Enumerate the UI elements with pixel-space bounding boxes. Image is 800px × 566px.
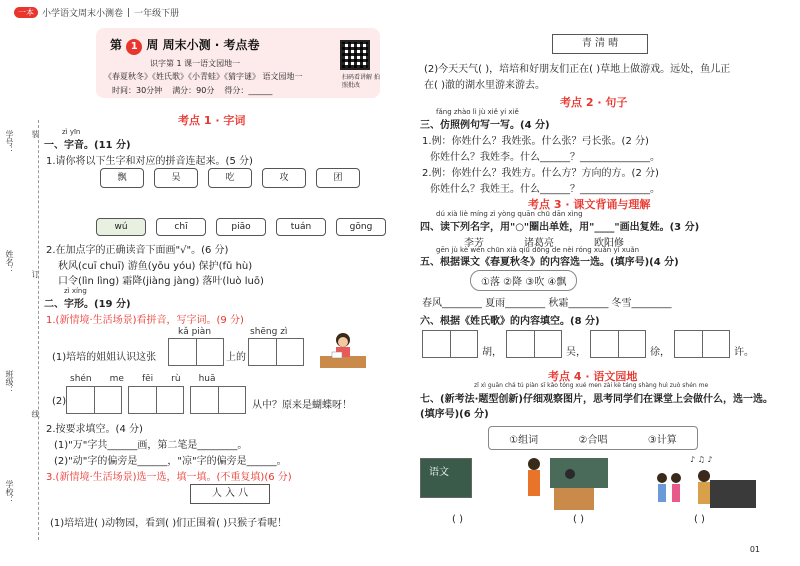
pinyin-row-2: shén me fēi rù huā — [70, 374, 216, 384]
option-item: ①组词 — [509, 434, 539, 446]
side-id-label: 学号： — [5, 130, 14, 154]
brand-tag: 一本 — [14, 7, 38, 18]
answer-blank[interactable]: ( ) — [452, 514, 463, 525]
q5-pinyin: gēn jù kè wén chūn xià qiū dōng de nèi róng xuǎn yì xuǎn — [436, 246, 640, 254]
banner-title: 第 1 周 周末小测 · 考点卷 — [110, 36, 259, 55]
option-item: ②合唱 — [578, 434, 608, 446]
writing-grid[interactable] — [506, 330, 562, 358]
q5-fill: 春风________ 夏雨________ 秋霜________ 冬雪________ — [422, 298, 672, 309]
writing-grid[interactable] — [168, 338, 224, 366]
q7-options — [488, 426, 698, 450]
q2-3a: (1)培培进( )动物园，看到( )们正围着( )只猴子看呢！ — [50, 518, 288, 529]
banner-subtitle: 识字第 1 课一语文园地一 — [150, 59, 241, 68]
q7-pinyin: zǐ xì guān chá tú piàn sī kǎo tóng xué men zài kè táng shàng huì zuò shén me — [474, 382, 709, 389]
q1-2-instruction: 2.在加点字的正确读音下面画"√"。(6 分) — [46, 245, 229, 256]
grade-label: 一年级下册 — [134, 9, 180, 19]
section-kd4: 考点 4 · 语文园地 — [548, 370, 638, 383]
char-card[interactable]: 飘 — [100, 168, 144, 188]
section-kd2: 考点 2 · 句子 — [560, 96, 628, 109]
banner-lessons: 《春夏秋冬》《姓氏歌》《小青蛙》《猜字谜》 语文园地一 — [104, 72, 303, 81]
q6-heading: 六、根据《姓氏歌》的内容填空。(8 分) — [420, 316, 600, 327]
q2-1a-text-pre: (1)培培的姐姐认识这张 — [52, 352, 157, 363]
time-limit: 时间：30分钟 — [112, 86, 163, 95]
q2-2b: (2)"动"字的偏旁是______，"凉"字的偏旁是______。 — [54, 456, 287, 467]
score-field: 得分：______ — [224, 86, 273, 95]
q2-1-instruction: 1.(新情境·生活场景)看拼音，写字词。(9 分) — [46, 315, 244, 326]
q1-2-row-b: 口令(lìn lìng) 霜降(jiàng jàng) 落叶(luò luō) — [58, 276, 264, 287]
q5-heading: 五、根据课文《春夏秋冬》的内容选一选。(填序号)(4 分) — [420, 257, 679, 268]
singing-class-illustration — [650, 450, 760, 514]
q7-heading: 七、(新考法·题型创新)仔细观察图片，思考同学们在课堂上会做什么，选一选。(填序号)(6 分) — [420, 394, 773, 420]
q3-1a: 1.例：你姓什么？我姓张。什么张？弓长张。(2 分) — [422, 136, 649, 147]
book-title: 小学语文周末小测卷 — [42, 9, 124, 19]
q4-heading: 四、读下列名字，用"○"圈出单姓，用"____"画出复姓。(3 分) — [420, 222, 700, 233]
q3-pinyin: fǎng zhào lì jù xiě yi xiě — [436, 108, 519, 116]
binding-mark-1: 装 — [31, 130, 40, 138]
q1-1-instruction: 1.请你将以下生字和对应的拼音连起来。(5 分) — [46, 156, 253, 167]
writing-grid[interactable] — [674, 330, 730, 358]
writing-grid[interactable] — [590, 330, 646, 358]
q1-pinyin: zì yīn — [62, 128, 81, 136]
word-choice-box: 人 入 八 — [190, 484, 270, 504]
q2-pinyin: zì xíng — [64, 287, 87, 295]
name-item[interactable]: 李芳 — [464, 238, 484, 249]
r-text-1: (2)今天天气( )，培培和好朋友们正在( )草地上做游戏。远处，鱼儿正 — [424, 64, 731, 75]
q3-1b: 你姓什么？我姓李。什么______？______________。 — [430, 152, 660, 163]
char-card[interactable]: 攻 — [262, 168, 306, 188]
pinyin-card[interactable]: tuán — [276, 218, 326, 236]
side-class-label: 班级： — [5, 370, 14, 394]
word-choice-box-2: 青 清 晴 — [552, 34, 648, 54]
writing-grid[interactable] — [66, 386, 122, 414]
q2-1b-text-pre: (2) — [52, 396, 67, 407]
teacher-math-illustration — [520, 452, 610, 512]
page-number: 01 — [749, 545, 760, 554]
q2-3-instruction: 3.(新情境·生活场景)选一选，填一填。(不重复填)(6 分) — [46, 472, 292, 483]
answer-blank[interactable]: ( ) — [693, 514, 705, 525]
binding-mark-3: 线 — [31, 410, 40, 418]
qr-caption: 扫码看讲解 拍照批改 — [342, 74, 380, 89]
q1-2-row-a: 秋风(cuī chuī) 游鱼(yōu yóu) 保护(fǔ hù) — [58, 261, 253, 272]
pinyin-label: shēng zì — [250, 327, 288, 337]
side-name-label: 姓名： — [5, 250, 14, 274]
name-item[interactable]: 欧阳修 — [594, 238, 624, 249]
pinyin-card[interactable]: piāo — [216, 218, 266, 236]
binding-line — [38, 120, 39, 540]
pinyin-label: kǎ piàn — [178, 327, 212, 337]
book-header: 一本 小学语文周末小测卷 | 一年级下册 — [14, 6, 179, 19]
writing-grid[interactable] — [128, 386, 184, 414]
full-score: 满分：90分 — [172, 86, 215, 95]
classroom-board-illustration: 语文 — [420, 458, 472, 498]
q4-pinyin: dú xià liè míng zì yòng quān chū dān xìng — [436, 210, 583, 218]
q2-1b-text-post: 从中？原来是蝴蝶呀！ — [252, 400, 352, 411]
q2-2-instruction: 2.按要求填空。(4 分) — [46, 424, 143, 435]
side-school-label: 学校： — [5, 480, 14, 504]
q2-1a-text-post: 上的 — [226, 352, 246, 363]
char-card[interactable]: 吃 — [208, 168, 252, 188]
q7-answer-blanks — [452, 514, 705, 525]
q2-heading: 二、字形。(19 分) — [44, 299, 131, 310]
banner-meta — [112, 85, 272, 96]
pinyin-card[interactable]: wú — [96, 218, 146, 236]
q3-heading: 三、仿照例句写一写。(4 分) — [420, 120, 550, 131]
pinyin-card[interactable]: chī — [156, 218, 206, 236]
char-card[interactable]: 吴 — [154, 168, 198, 188]
writing-grid[interactable] — [422, 330, 478, 358]
r-text-2: 在( )澈的湖水里游来游去。 — [424, 80, 545, 91]
binding-mark-2: 订 — [31, 270, 40, 278]
svg-text:♪ ♫ ♪: ♪ ♫ ♪ — [690, 455, 713, 464]
qr-code-icon[interactable] — [340, 40, 370, 70]
section-kd3: 考点 3 · 课文背诵与理解 — [528, 198, 651, 211]
char-card[interactable]: 团 — [316, 168, 360, 188]
girl-reading-illustration — [318, 330, 368, 370]
pinyin-cards — [96, 218, 386, 236]
answer-blank[interactable]: ( ) — [572, 514, 584, 525]
q5-options: ①落 ②降 ③吹 ④飘 — [470, 270, 577, 291]
q6-grids: 胡， 吴， 徐， 许。 — [422, 330, 754, 358]
q2-2a: (1)"万"字共______画，第二笔是________。 — [54, 440, 248, 451]
writing-grid[interactable] — [190, 386, 246, 414]
char-cards — [100, 168, 360, 188]
name-item[interactable]: 诸葛亮 — [524, 238, 554, 249]
pinyin-card[interactable]: gōng — [336, 218, 386, 236]
q3-2a: 2.例：你姓什么？我姓方。什么方？方向的方。(2 分) — [422, 168, 659, 179]
q3-2b: 你姓什么？我姓王。什么______？______________。 — [430, 184, 660, 195]
section-kd1: 考点 1 · 字词 — [178, 114, 246, 127]
writing-grid[interactable] — [248, 338, 304, 366]
q1-heading: 一、字音。(11 分) — [44, 140, 131, 151]
week-number-badge: 1 — [126, 39, 142, 55]
option-item: ③计算 — [647, 434, 677, 446]
